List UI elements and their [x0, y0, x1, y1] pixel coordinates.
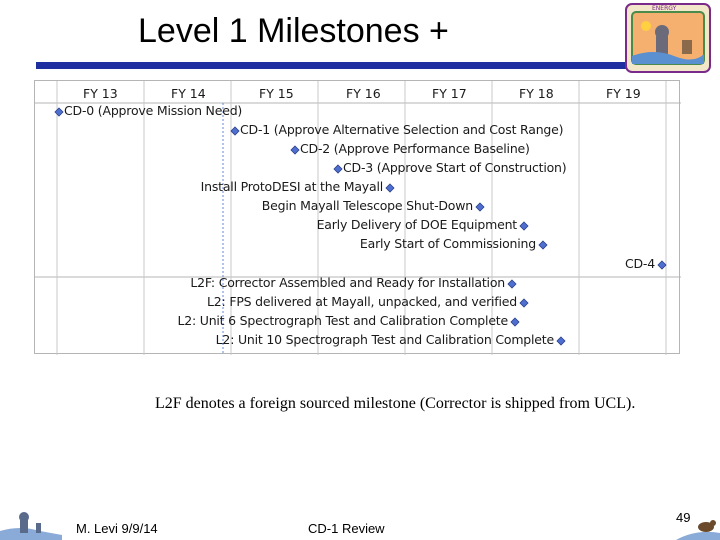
milestone-diamond-0	[55, 108, 63, 116]
year-label-fy13: FY 13	[83, 86, 118, 101]
slide-title: Level 1 Milestones +	[138, 12, 449, 50]
milestone-cd4: CD-4	[624, 256, 655, 271]
year-label-fy15: FY 15	[259, 86, 294, 101]
milestone-cd1: CD-1 (Approve Alternative Selection and Cost Range)	[240, 122, 564, 137]
milestone-diamond-2	[291, 146, 299, 154]
footer-event: CD-1 Review	[308, 521, 385, 536]
year-label-fy14: FY 14	[171, 86, 206, 101]
milestone-diamond-4	[386, 184, 394, 192]
year-label-fy19: FY 19	[606, 86, 641, 101]
milestone-cd0: CD-0 (Approve Mission Need)	[64, 103, 243, 118]
milestone-shutdown: Begin Mayall Telescope Shut-Down	[261, 198, 473, 213]
milestone-diamond-9	[508, 280, 516, 288]
milestone-diamond-8	[658, 261, 666, 269]
year-label-fy17: FY 17	[432, 86, 467, 101]
title-underline-bar	[36, 62, 642, 69]
milestone-cd3: CD-3 (Approve Start of Construction)	[343, 160, 567, 175]
energy-logo-icon	[624, 2, 712, 74]
footer-author-date: M. Levi 9/9/14	[76, 521, 158, 536]
milestone-diamond-7	[539, 241, 547, 249]
telescope-dome-icon	[0, 505, 62, 540]
milestone-chart	[34, 80, 680, 354]
footnote-text: L2F denotes a foreign sourced milestone (Corrector is shipped from UCL).	[155, 395, 636, 412]
svg-text:ENERGY: ENERGY	[652, 5, 677, 12]
page-number: 49	[676, 510, 691, 525]
milestone-commissioning: Early Start of Commissioning	[359, 236, 536, 251]
year-label-fy16: FY 16	[346, 86, 381, 101]
milestone-l2f-corrector: L2F: Corrector Assembled and Ready for Installation	[190, 275, 505, 290]
milestone-doe-delivery: Early Delivery of DOE Equipment	[316, 217, 517, 232]
milestone-protodesi: Install ProtoDESI at the Mayall	[200, 179, 383, 194]
milestone-cd2: CD-2 (Approve Performance Baseline)	[300, 141, 530, 156]
milestone-diamond-5	[476, 203, 484, 211]
milestone-diamond-11	[511, 318, 519, 326]
animal-mascot-icon	[676, 515, 720, 540]
milestone-l2-unit6: L2: Unit 6 Spectrograph Test and Calibration Complete	[177, 313, 508, 328]
milestone-diamond-10	[520, 299, 528, 307]
milestone-diamond-3	[334, 165, 342, 173]
milestone-diamond-12	[557, 337, 565, 345]
milestone-diamond-1	[231, 127, 239, 135]
milestone-diamond-6	[520, 222, 528, 230]
milestone-l2-fps: L2: FPS delivered at Mayall, unpacked, and verified	[207, 294, 517, 309]
milestone-l2-unit10: L2: Unit 10 Spectrograph Test and Calibration Complete	[215, 332, 554, 347]
year-label-fy18: FY 18	[519, 86, 554, 101]
